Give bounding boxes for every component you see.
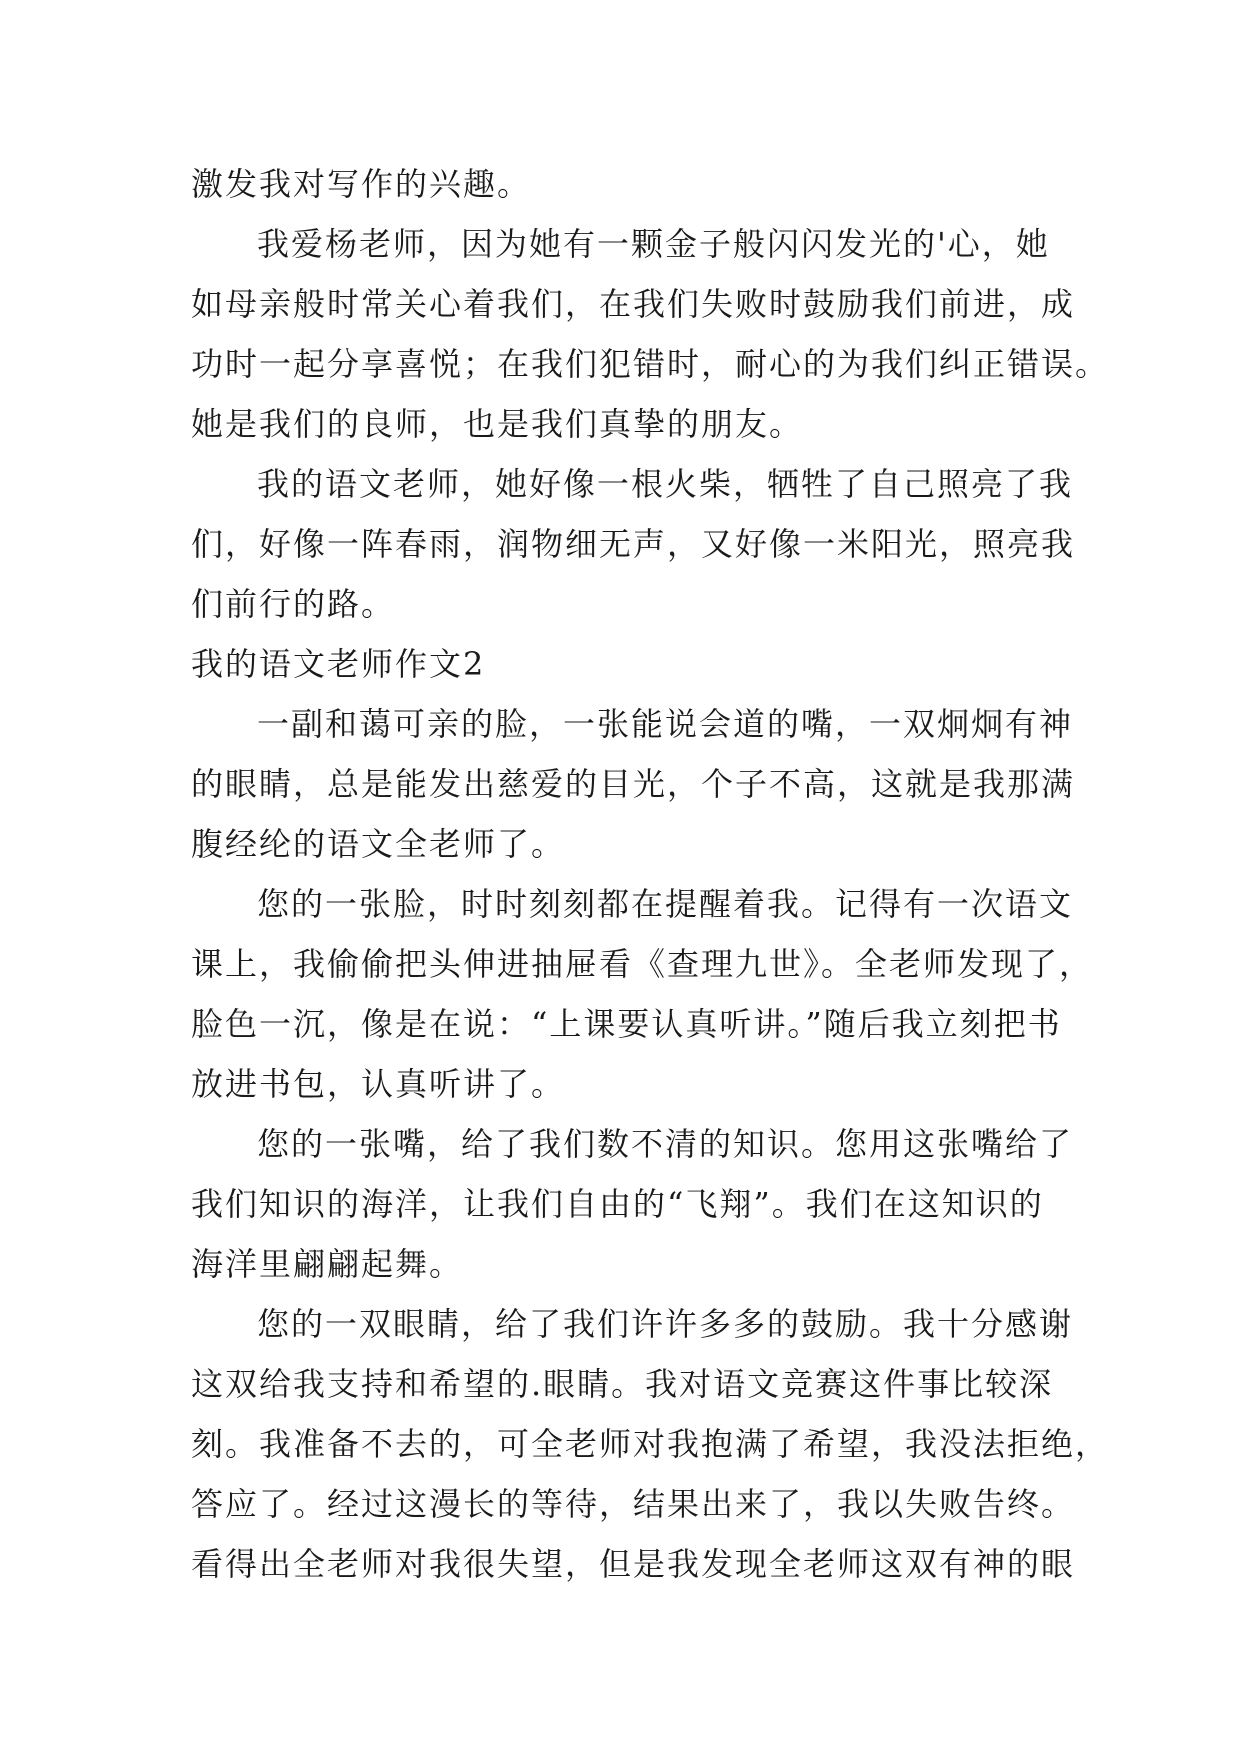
text-line: 如母亲般时常关心着我们，在我们失败时鼓励我们前进，成 bbox=[191, 285, 1076, 323]
text-line: 您的一双眼睛，给了我们许许多多的鼓励。我十分感谢 bbox=[257, 1305, 1074, 1343]
text-line: 们前行的路。 bbox=[191, 585, 396, 623]
text-line: 们，好像一阵春雨，润物细无声，又好像一米阳光，照亮我 bbox=[191, 525, 1076, 563]
text-line: 看得出全老师对我很失望，但是我发现全老师这双有神的眼 bbox=[191, 1545, 1076, 1583]
text-line: 的眼睛，总是能发出慈爱的目光，个子不高，这就是我那满 bbox=[191, 765, 1076, 803]
text-line: 课上，我偷偷把头伸进抽屉看《查理九世》。全老师发现了， bbox=[191, 945, 1094, 983]
text-line: 我的语文老师，她好像一根火柴，牺牲了自己照亮了我 bbox=[257, 465, 1074, 503]
text-line: 刻。我准备不去的，可全老师对我抱满了希望，我没法拒绝， bbox=[191, 1425, 1110, 1463]
text-line: 她是我们的良师，也是我们真挚的朋友。 bbox=[191, 405, 804, 443]
text-line: 答应了。经过这漫长的等待，结果出来了，我以失败告终。 bbox=[191, 1485, 1076, 1523]
text-line: 这双给我支持和希望的.眼睛。我对语文竞赛这件事比较深 bbox=[191, 1365, 1054, 1403]
text-line: 腹经纶的语文全老师了。 bbox=[191, 825, 566, 863]
text-line: 您的一张脸，时时刻刻都在提醒着我。记得有一次语文 bbox=[257, 885, 1074, 923]
text-line: 一副和蔼可亲的脸，一张能说会道的嘴，一双炯炯有神 bbox=[257, 705, 1074, 743]
text-line: 脸色一沉，像是在说：“上课要认真听讲。”随后我立刻把书 bbox=[191, 1005, 1062, 1043]
text-line: 我们知识的海洋，让我们自由的“飞翔”。我们在这知识的 bbox=[191, 1185, 1044, 1223]
document-page bbox=[191, 154, 1110, 1594]
text-line: 我爱杨老师，因为她有一颗金子般闪闪发光的'心，她 bbox=[257, 225, 1050, 263]
text-line: 海洋里翩翩起舞。 bbox=[191, 1245, 464, 1283]
text-line: 功时一起分享喜悦；在我们犯错时，耐心的为我们纠正错误。 bbox=[191, 345, 1110, 383]
text-line: 激发我对写作的兴趣。 bbox=[191, 165, 532, 203]
section-heading: 我的语文老师作文2 bbox=[191, 645, 486, 683]
text-line: 放进书包，认真听讲了。 bbox=[191, 1065, 566, 1103]
text-line: 您的一张嘴，给了我们数不清的知识。您用这张嘴给了 bbox=[257, 1125, 1074, 1163]
